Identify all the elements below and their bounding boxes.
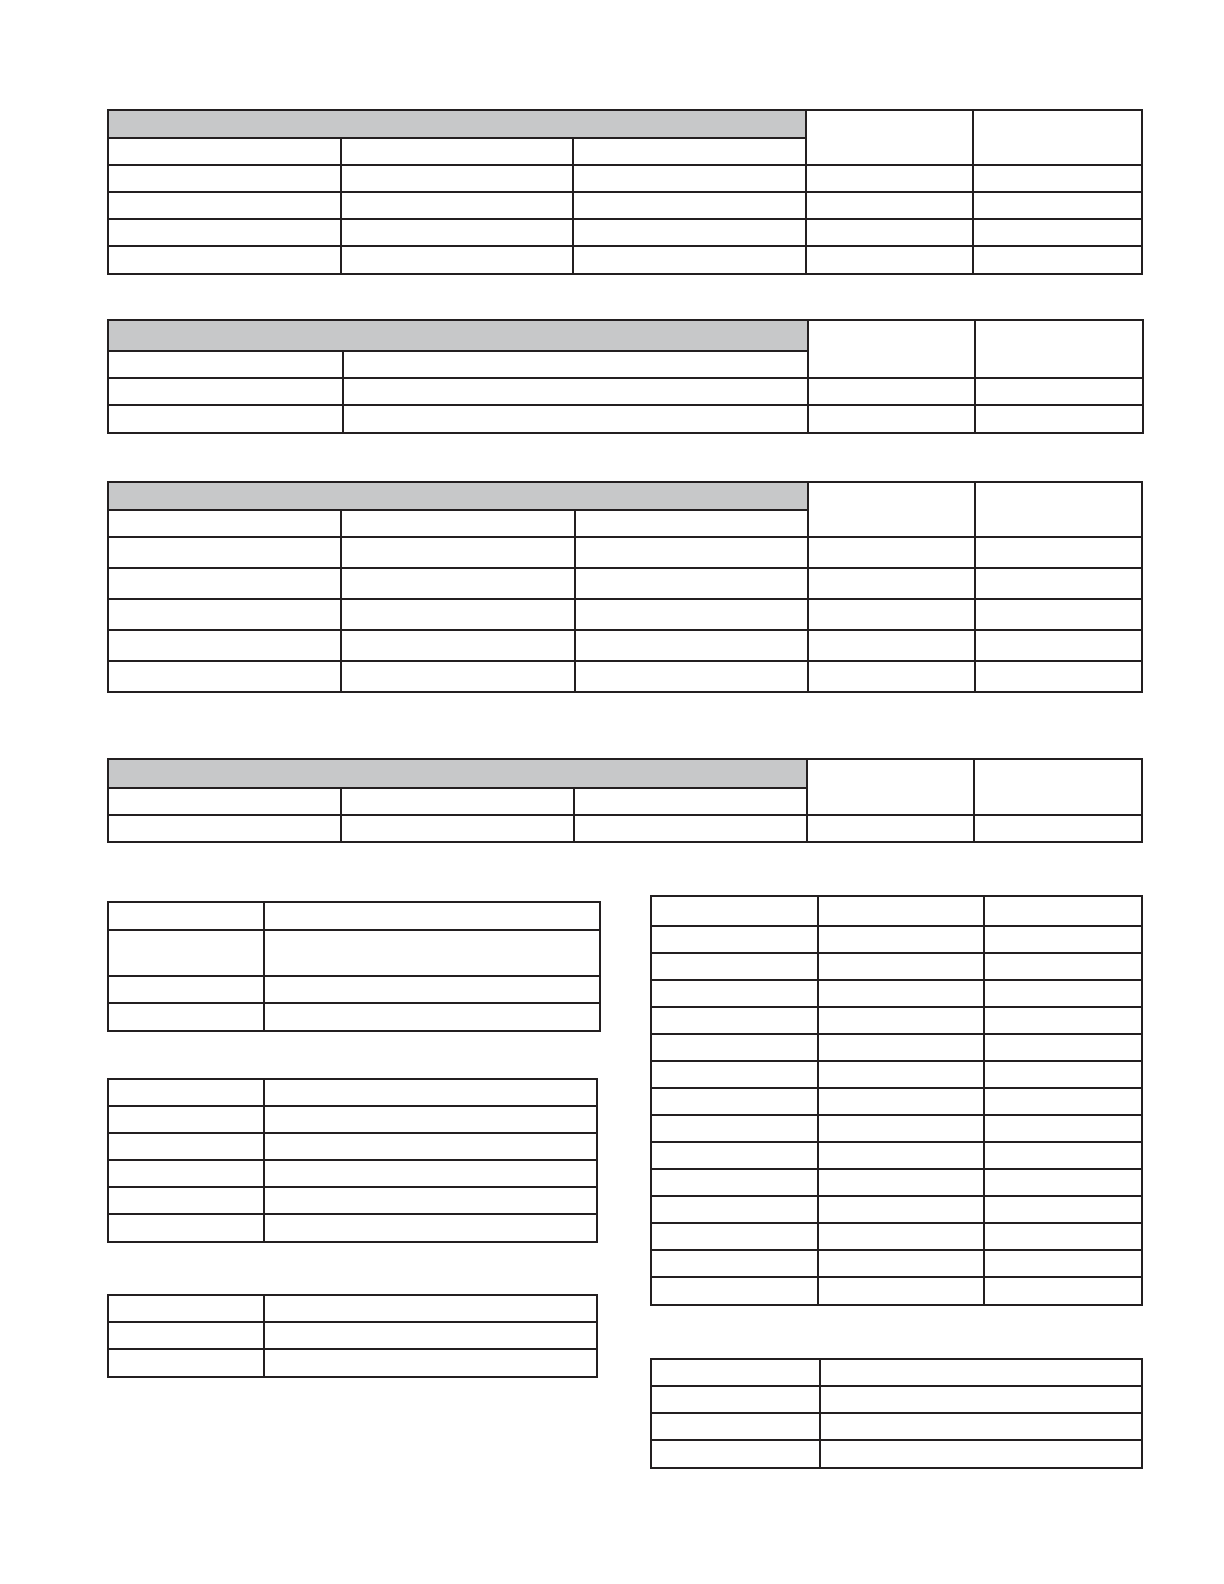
table-4-header-cell-4 [807, 759, 974, 815]
table-1-cell[interactable] [973, 165, 1142, 192]
table-7-row [108, 1349, 597, 1377]
table-2-cell[interactable] [343, 378, 808, 405]
table-8-cell[interactable] [984, 1115, 1142, 1142]
table-8-cell[interactable] [651, 1277, 818, 1305]
table-2-cell[interactable] [975, 378, 1143, 405]
table-6-label-cell [108, 1187, 264, 1214]
table-8-row [651, 1142, 1142, 1169]
table-7-value-cell[interactable] [264, 1295, 597, 1322]
table-4-cell[interactable] [108, 815, 341, 842]
table-8-row [651, 1223, 1142, 1250]
table-6-row [108, 1106, 597, 1133]
table-3-cell[interactable] [575, 568, 808, 599]
table-8-cell[interactable] [651, 926, 818, 953]
table-6-value-cell[interactable] [264, 1133, 597, 1160]
table-3-cell[interactable] [108, 599, 341, 630]
table-2-cell[interactable] [108, 405, 343, 433]
table-8-cell[interactable] [651, 1088, 818, 1115]
table-1-subheader-cell [573, 138, 806, 165]
table-8-cell[interactable] [651, 1169, 818, 1196]
table-2-cell[interactable] [808, 378, 975, 405]
table-1-cell[interactable] [341, 165, 573, 192]
table-1-cell[interactable] [108, 192, 341, 219]
table-2-row [108, 378, 1143, 405]
table-6-label-cell [108, 1106, 264, 1133]
table-8-cell [984, 896, 1142, 926]
table-3-row [108, 630, 1142, 661]
table-8-cell[interactable] [984, 1169, 1142, 1196]
table-8-cell[interactable] [651, 1034, 818, 1061]
table-6-value-cell[interactable] [264, 1160, 597, 1187]
table-3-cell[interactable] [341, 661, 575, 692]
table-8-row [651, 953, 1142, 980]
table-8-cell [818, 896, 984, 926]
table-3-cell[interactable] [341, 599, 575, 630]
table-9-row [651, 1413, 1142, 1440]
table-1-cell[interactable] [806, 165, 973, 192]
table-8-cell[interactable] [651, 1223, 818, 1250]
table-7-row [108, 1322, 597, 1349]
table-9-value-cell[interactable] [820, 1413, 1142, 1440]
table-3-cell[interactable] [341, 568, 575, 599]
table-6-row [108, 1079, 597, 1106]
table-4-subheader-cell [574, 788, 807, 815]
table-3-cell[interactable] [808, 537, 975, 568]
table-6-row [108, 1160, 597, 1187]
table-8-cell[interactable] [984, 1277, 1142, 1305]
table-7-label-cell [108, 1349, 264, 1377]
table-1-header-cell-5 [973, 110, 1142, 165]
table-8-cell[interactable] [984, 1034, 1142, 1061]
table-6-value-cell[interactable] [264, 1106, 597, 1133]
table-3-subheader-cell [341, 510, 575, 537]
table-3-cell[interactable] [808, 568, 975, 599]
table-8-row [651, 1034, 1142, 1061]
table-5-label-cell [108, 976, 264, 1003]
table-1-cell[interactable] [108, 219, 341, 246]
table-3-section-header [108, 482, 808, 510]
table-1-cell[interactable] [341, 246, 573, 274]
table-8-cell[interactable] [818, 926, 984, 953]
table-4-cell[interactable] [341, 815, 574, 842]
table-3-cell[interactable] [575, 630, 808, 661]
table-1-cell[interactable] [341, 219, 573, 246]
table-8-cell[interactable] [818, 1142, 984, 1169]
table-8-cell[interactable] [984, 1061, 1142, 1088]
table-8-cell[interactable] [651, 980, 818, 1007]
table-1-cell[interactable] [573, 165, 806, 192]
table-8-cell[interactable] [818, 1061, 984, 1088]
table-3-row [108, 599, 1142, 630]
table-9-value-cell[interactable] [820, 1359, 1142, 1386]
table-1-cell[interactable] [806, 219, 973, 246]
table-4-subheader-cell [341, 788, 574, 815]
table-8-row [651, 1250, 1142, 1277]
table-3-cell[interactable] [341, 537, 575, 568]
table-4-subheader-cell [108, 788, 341, 815]
table-3-header-cell-5 [975, 482, 1142, 537]
table-8-cell[interactable] [651, 1115, 818, 1142]
table-4-cell[interactable] [574, 815, 807, 842]
table-9-value-cell[interactable] [820, 1386, 1142, 1413]
table-7-row [108, 1295, 597, 1322]
form-table-5 [107, 901, 601, 1032]
table-3-cell[interactable] [808, 630, 975, 661]
table-8-cell[interactable] [984, 1223, 1142, 1250]
table-1-row [108, 192, 1142, 219]
table-8-cell[interactable] [984, 926, 1142, 953]
table-2-row [108, 405, 1143, 433]
table-1-cell[interactable] [573, 192, 806, 219]
table-8-cell[interactable] [818, 1007, 984, 1034]
table-2-cell[interactable] [808, 405, 975, 433]
table-2-subheader-cell [108, 351, 343, 378]
table-1-cell[interactable] [108, 165, 341, 192]
table-9-label-cell [651, 1359, 820, 1386]
table-8-row [651, 1169, 1142, 1196]
table-9-row [651, 1440, 1142, 1468]
table-2-cell[interactable] [108, 378, 343, 405]
table-1-subheader-cell [108, 138, 341, 165]
table-3-cell[interactable] [108, 568, 341, 599]
table-8-cell[interactable] [651, 953, 818, 980]
table-3-row [108, 661, 1142, 692]
table-9-label-cell [651, 1386, 820, 1413]
table-1-cell[interactable] [973, 219, 1142, 246]
table-1-cell[interactable] [573, 219, 806, 246]
table-3-cell[interactable] [575, 599, 808, 630]
table-6-label-cell [108, 1079, 264, 1106]
table-5-label-cell [108, 930, 264, 976]
table-3-subheader-cell [108, 510, 341, 537]
table-8-cell[interactable] [818, 1196, 984, 1223]
table-5-label-cell [108, 1003, 264, 1031]
table-6-row [108, 1214, 597, 1242]
table-3-row [108, 568, 1142, 599]
table-8-row [651, 1277, 1142, 1305]
table-5-label-cell [108, 902, 264, 930]
table-6-value-cell[interactable] [264, 1079, 597, 1106]
table-8-cell[interactable] [651, 1061, 818, 1088]
table-8-cell[interactable] [651, 1142, 818, 1169]
table-1-header-cell-4 [806, 110, 973, 165]
table-8-cell[interactable] [651, 1196, 818, 1223]
form-table-9 [650, 1358, 1143, 1469]
table-8-row [651, 1061, 1142, 1088]
table-3-cell[interactable] [975, 661, 1142, 692]
table-8-row [651, 980, 1142, 1007]
table-3-subheader-cell [575, 510, 808, 537]
table-4-cell[interactable] [807, 815, 974, 842]
table-8-cell[interactable] [818, 1250, 984, 1277]
table-8-cell[interactable] [818, 1223, 984, 1250]
table-5-value-cell[interactable] [264, 976, 600, 1003]
table-5-value-cell[interactable] [264, 930, 600, 976]
table-3-row [108, 537, 1142, 568]
table-6-row [108, 1133, 597, 1160]
table-2-cell[interactable] [975, 405, 1143, 433]
table-8-row [651, 1115, 1142, 1142]
table-6-label-cell [108, 1160, 264, 1187]
table-2-subheader-cell [343, 351, 808, 378]
table-1-subheader-cell [341, 138, 573, 165]
table-1-cell[interactable] [973, 192, 1142, 219]
table-1-cell[interactable] [108, 246, 341, 274]
table-1-row [108, 165, 1142, 192]
table-8-row [651, 896, 1142, 926]
table-1-row [108, 219, 1142, 246]
table-8-cell[interactable] [818, 1034, 984, 1061]
table-7-label-cell [108, 1295, 264, 1322]
table-3-cell[interactable] [575, 537, 808, 568]
table-7-value-cell[interactable] [264, 1349, 597, 1377]
table-8-cell[interactable] [984, 1088, 1142, 1115]
table-9-label-cell [651, 1413, 820, 1440]
table-5-row [108, 1003, 600, 1031]
table-8-row [651, 1007, 1142, 1034]
table-4-section-header [108, 759, 807, 788]
table-4-cell[interactable] [974, 815, 1142, 842]
form-table-7 [107, 1294, 598, 1378]
table-1-section-header [108, 110, 806, 138]
table-4-header-cell-5 [974, 759, 1142, 815]
table-6-value-cell[interactable] [264, 1214, 597, 1242]
table-8-cell[interactable] [818, 1169, 984, 1196]
table-3-cell[interactable] [108, 661, 341, 692]
table-8-cell[interactable] [984, 1250, 1142, 1277]
form-table-4 [107, 758, 1143, 843]
table-8-cell[interactable] [984, 953, 1142, 980]
table-7-value-cell[interactable] [264, 1322, 597, 1349]
table-5-value-cell[interactable] [264, 1003, 600, 1031]
table-8-cell[interactable] [984, 1142, 1142, 1169]
table-3-cell[interactable] [975, 630, 1142, 661]
table-8-cell[interactable] [818, 1115, 984, 1142]
form-table-6 [107, 1078, 598, 1243]
table-2-header-cell-4 [975, 320, 1143, 378]
table-3-cell[interactable] [975, 568, 1142, 599]
table-8-row [651, 1196, 1142, 1223]
table-3-cell[interactable] [341, 630, 575, 661]
table-8-cell [651, 896, 818, 926]
table-8-cell[interactable] [818, 1277, 984, 1305]
table-3-cell[interactable] [975, 599, 1142, 630]
table-8-cell[interactable] [984, 1196, 1142, 1223]
table-5-row [108, 902, 600, 930]
table-3-cell[interactable] [975, 537, 1142, 568]
table-1-cell[interactable] [806, 192, 973, 219]
table-8-cell[interactable] [651, 1250, 818, 1277]
table-8-row [651, 926, 1142, 953]
table-8-row [651, 1088, 1142, 1115]
table-6-label-cell [108, 1133, 264, 1160]
table-3-cell[interactable] [108, 537, 341, 568]
table-1-cell[interactable] [341, 192, 573, 219]
table-1-cell[interactable] [806, 246, 973, 274]
form-table-1 [107, 109, 1143, 275]
table-3-cell[interactable] [108, 630, 341, 661]
table-1-cell[interactable] [973, 246, 1142, 274]
table-8-cell[interactable] [818, 980, 984, 1007]
table-5-row [108, 976, 600, 1003]
table-8-cell[interactable] [984, 1007, 1142, 1034]
table-3-cell[interactable] [808, 661, 975, 692]
table-9-row [651, 1386, 1142, 1413]
table-5-row [108, 930, 600, 976]
table-8-cell[interactable] [818, 1088, 984, 1115]
table-4-row [108, 815, 1142, 842]
table-2-section-header [108, 320, 808, 351]
table-9-row [651, 1359, 1142, 1386]
form-table-2 [107, 319, 1144, 434]
table-2-header-cell-3 [808, 320, 975, 378]
table-7-label-cell [108, 1322, 264, 1349]
table-9-value-cell[interactable] [820, 1440, 1142, 1468]
table-8-cell[interactable] [818, 953, 984, 980]
table-6-row [108, 1187, 597, 1214]
form-table-3 [107, 481, 1143, 693]
table-1-cell[interactable] [573, 246, 806, 274]
table-6-label-cell [108, 1214, 264, 1242]
table-3-header-cell-4 [808, 482, 975, 537]
form-table-8 [650, 895, 1143, 1306]
table-8-cell[interactable] [651, 1007, 818, 1034]
table-1-row [108, 246, 1142, 274]
table-9-label-cell [651, 1440, 820, 1468]
table-5-value-cell[interactable] [264, 902, 600, 930]
table-6-value-cell[interactable] [264, 1187, 597, 1214]
table-3-cell[interactable] [808, 599, 975, 630]
table-3-cell[interactable] [575, 661, 808, 692]
table-2-cell[interactable] [343, 405, 808, 433]
table-8-cell[interactable] [984, 980, 1142, 1007]
